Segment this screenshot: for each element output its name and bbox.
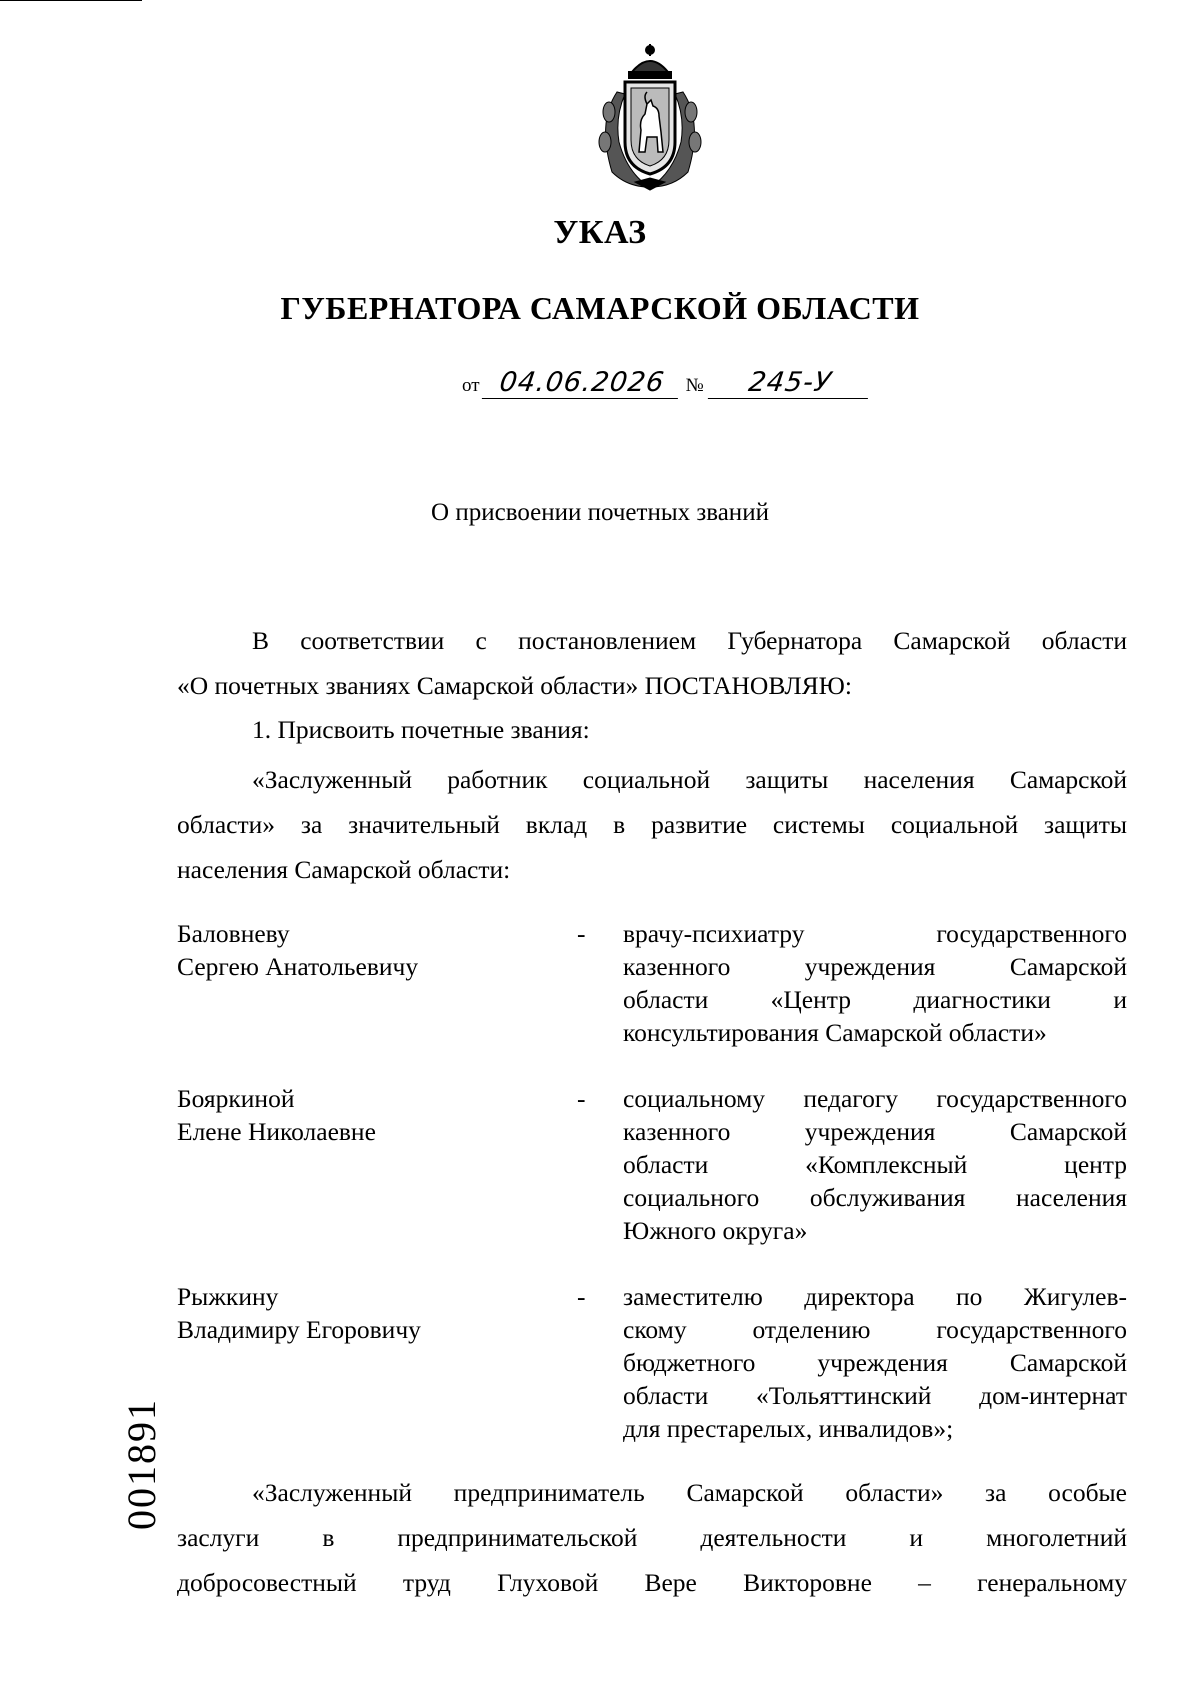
title-line: населения Самарской области: [177, 855, 511, 884]
awardee-position [623, 1082, 1127, 1247]
issuer-title: ГУБЕРНАТОРА САМАРСКОЙ ОБЛАСТИ [280, 290, 920, 326]
position-line: Южного округа» [623, 1216, 808, 1245]
position-line: области «Тольяттинский дом-интернат [623, 1381, 1127, 1410]
position-line: скому отделению государственного [623, 1315, 1127, 1344]
number-prefix-label: № [685, 375, 704, 396]
awardee-surname: Бояркиной [177, 1084, 295, 1113]
title-line: заслуги в предпринимательской деятельности и многолетний [177, 1523, 1127, 1552]
clause-1-text: 1. Присвоить почетные звания: [252, 715, 590, 744]
position-line: области «Комплексный центр [623, 1150, 1127, 1179]
awardee-surname: Рыжкину [177, 1282, 279, 1311]
coat-of-arms-emblem [587, 42, 713, 192]
position-line: казенного учреждения Самарской [623, 952, 1127, 981]
awardee-surname: Баловневу [177, 919, 290, 948]
title-line: «Заслуженный работник социальной защиты населения Самарской [252, 765, 1127, 794]
awardee-item [177, 1280, 1127, 1445]
position-line: консультирования Самарской области» [623, 1018, 1047, 1047]
preamble-line: В соответствии с постановлением Губернатора Самарской области [252, 626, 1127, 655]
date-prefix-label: от [462, 375, 480, 396]
position-line: заместителю директора по Жигулев- [623, 1282, 1127, 1311]
title-line: области» за значительный вклад в развитие системы социальной защиты [177, 810, 1127, 839]
handwritten-number: 245-У [708, 368, 872, 399]
awardee-dash: - [577, 1084, 586, 1113]
title-social-protection [177, 757, 1127, 892]
awardee-name [177, 1082, 577, 1247]
awardee-name [177, 1280, 577, 1445]
handwritten-date: 04.06.2026 [481, 368, 681, 399]
position-line: бюджетного учреждения Самарской [623, 1348, 1127, 1377]
position-line: казенного учреждения Самарской [623, 1117, 1127, 1146]
awardee-name [177, 917, 577, 1049]
title-entrepreneur [177, 1470, 1127, 1605]
position-line: социальному педагогу государственного [623, 1084, 1127, 1113]
awardee-given-names: Сергею Анатольевичу [177, 952, 419, 981]
scan-edge-line [0, 0, 142, 1]
awardee-item [177, 1082, 1127, 1247]
awardee-position [623, 917, 1127, 1049]
position-line: врачу-психиатру государственного [623, 919, 1127, 948]
awardee-item [177, 917, 1127, 1049]
position-line: социального обслуживания населения [623, 1183, 1127, 1212]
awardee-list [177, 917, 1127, 1478]
position-line: для престарелых, инвалидов»; [623, 1414, 954, 1443]
decree-dateline [462, 368, 870, 399]
position-line: области «Центр диагностики и [623, 985, 1127, 1014]
preamble-line: «О почетных званиях Самарской области» ПОСТАНОВЛЯЮ: [177, 671, 852, 700]
awardee-given-names: Владимиру Егоровичу [177, 1315, 421, 1344]
side-serial-number: 001891 [119, 1398, 164, 1530]
preamble-paragraph [177, 618, 1127, 708]
decree-title: УКАЗ [553, 214, 647, 251]
awardee-dash: - [577, 919, 586, 948]
title-line: «Заслуженный предприниматель Самарской области» за особые [252, 1478, 1127, 1507]
clause-1 [177, 707, 1127, 752]
decree-subject: О присвоении почетных званий [431, 499, 769, 526]
awardee-position [623, 1280, 1127, 1445]
awardee-dash: - [577, 1282, 586, 1311]
title-line: добросовестный труд Глуховой Вере Викторовне – генеральному [177, 1568, 1127, 1597]
awardee-given-names: Елене Николаевне [177, 1117, 376, 1146]
